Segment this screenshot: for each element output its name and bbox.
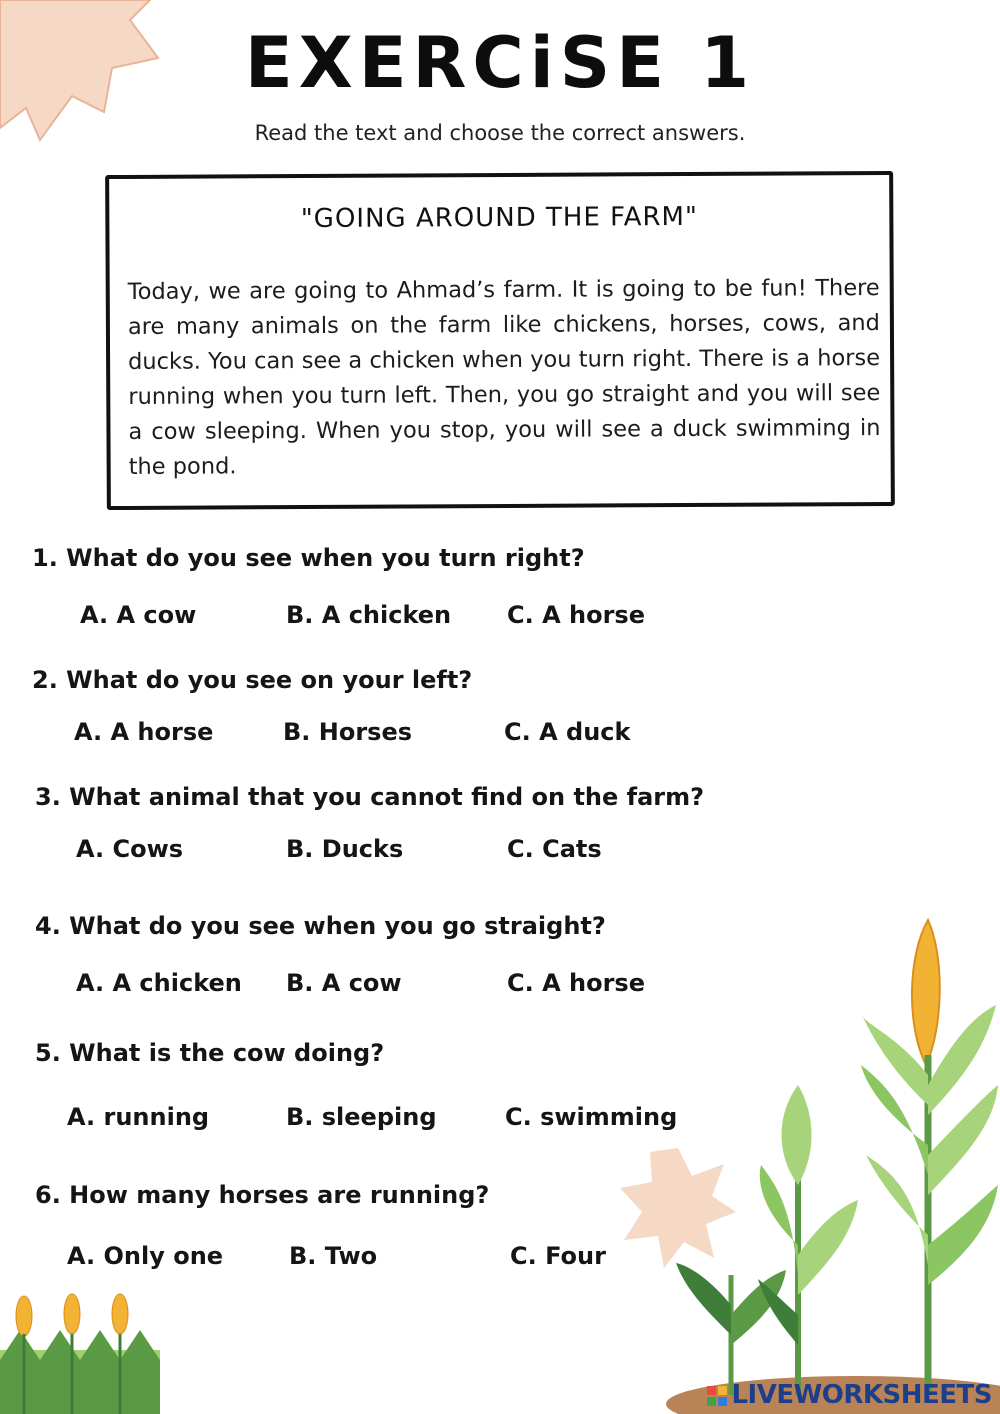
answer-option[interactable]: C. swimming — [505, 1103, 678, 1131]
question-5: 5. What is the cow doing? — [35, 1039, 385, 1067]
answer-option[interactable]: B. Horses — [283, 718, 413, 746]
answer-option[interactable]: A. A chicken — [76, 969, 242, 997]
answer-option[interactable]: B. A chicken — [286, 601, 452, 629]
instructions: Read the text and choose the correct answers. — [254, 121, 746, 145]
corn-plant-illustration — [626, 915, 1000, 1414]
logo-text: LIVEWORKSHEETS — [731, 1380, 992, 1410]
answer-option[interactable]: B. sleeping — [286, 1103, 437, 1131]
answer-option[interactable]: A. running — [67, 1103, 210, 1131]
answer-option[interactable]: B. Two — [289, 1242, 378, 1270]
answer-option[interactable]: A. Only one — [67, 1242, 224, 1270]
logo-badge-icon — [707, 1386, 727, 1406]
liveworksheets-logo[interactable] — [707, 1380, 992, 1410]
story-text: Today, we are going to Ahmad’s farm. It is going to be fun! There are many animals on the farm like chickens, horses, cows, and ducks. You can see a chicken when you turn right. There is a horse running when you turn left. Then, you go straight and you will see a cow sleeping. When you stop, you will see a duck swimming in the pond. — [127, 275, 881, 480]
answer-option[interactable]: C. A horse — [507, 969, 645, 997]
page-title: EXERCiSE 1 — [244, 22, 756, 104]
answer-option[interactable]: A. A cow — [80, 601, 197, 629]
answer-option[interactable]: C. A horse — [507, 601, 645, 629]
answer-option[interactable]: B. Ducks — [286, 835, 404, 863]
answer-option[interactable]: A. Cows — [76, 835, 184, 863]
question-2: 2. What do you see on your left? — [32, 666, 473, 694]
story-box — [105, 171, 895, 510]
story-title: "GOING AROUND THE FARM" — [300, 201, 698, 235]
question-3: 3. What animal that you cannot find on the farm? — [35, 783, 705, 811]
answer-option[interactable]: C. Four — [510, 1242, 606, 1270]
answer-option[interactable]: B. A cow — [286, 969, 402, 997]
question-6: 6. How many horses are running? — [35, 1181, 490, 1209]
question-4: 4. What do you see when you go straight? — [35, 912, 606, 940]
answer-option[interactable]: A. A horse — [74, 718, 214, 746]
answer-option[interactable]: C. A duck — [504, 718, 631, 746]
question-1: 1. What do you see when you turn right? — [32, 544, 585, 572]
answer-option[interactable]: C. Cats — [507, 835, 602, 863]
corn-field-illustration — [0, 1290, 160, 1414]
